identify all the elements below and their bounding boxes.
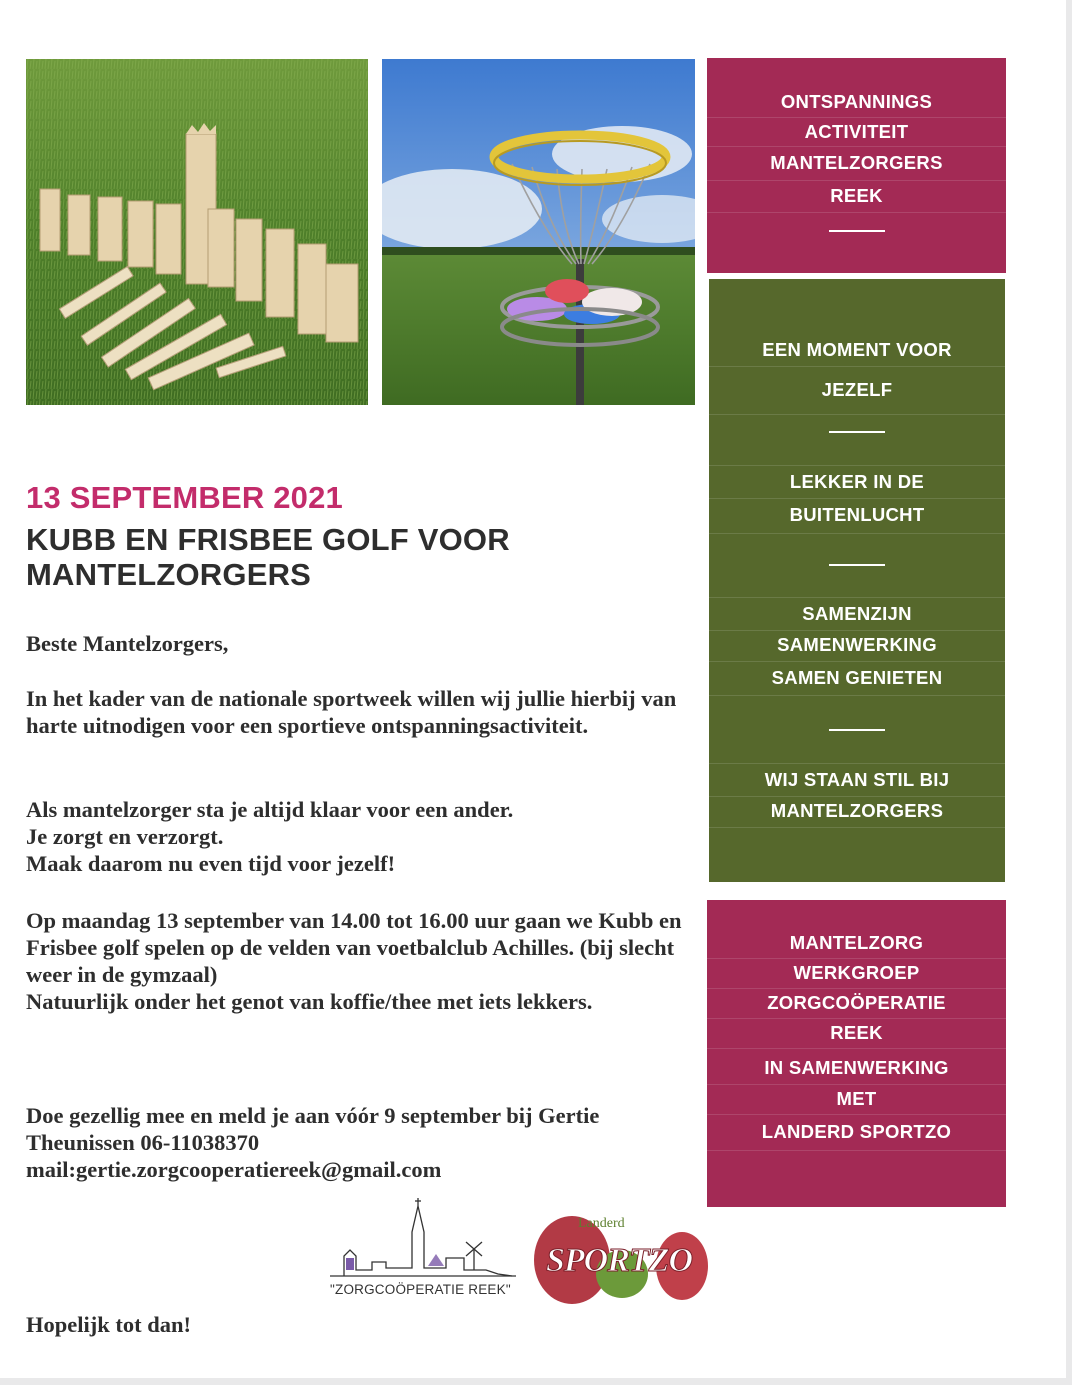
organizer-line: LANDERD SPORTZO <box>707 1114 1006 1151</box>
activity-line: REEK <box>707 180 1006 213</box>
event-title: KUBB EN FRISBEE GOLF VOOR MANTELZORGERS <box>26 522 510 592</box>
divider <box>829 729 885 731</box>
signup-paragraph: Doe gezellig mee en meld je aan vóór 9 september bij Gertie Theunissen 06-11038370 mail:gertie.zorgcooperatiereek@gmail.com <box>26 1103 600 1182</box>
organizer-box <box>707 900 1006 1207</box>
organizer-line: REEK <box>707 1018 1006 1049</box>
organizer-line: MANTELZORG <box>707 928 1006 959</box>
highlight-line: SAMENWERKING <box>709 629 1005 662</box>
highlight-line: BUITENLUCHT <box>709 497 1005 534</box>
highlight-line: WIJ STAAN STIL BIJ <box>709 763 1005 797</box>
intro-paragraph: In het kader van de nationale sportweek willen wij jullie hierbij van harte uitnodigen voor een sportieve ontspanningsactiviteit. <box>26 686 677 738</box>
zorgcooperatie-caption: "ZORGCOÖPERATIE REEK" <box>330 1282 511 1297</box>
divider <box>829 230 885 232</box>
divider <box>829 564 885 566</box>
highlight-line: LEKKER IN DE <box>709 465 1005 499</box>
activity-box <box>707 58 1006 273</box>
activity-line: ONTSPANNINGS <box>707 86 1006 118</box>
sportzo-wordmark: SPORTZO <box>546 1242 692 1279</box>
greeting: Beste Mantelzorgers, <box>26 631 229 656</box>
highlights-box <box>709 279 1005 882</box>
highlight-line: SAMENZIJN <box>709 597 1005 631</box>
highlight-line: MANTELZORGERS <box>709 795 1005 828</box>
zorgcooperatie-logo <box>326 1192 521 1302</box>
frisbee-golf-photo <box>382 59 695 405</box>
organizer-line: IN SAMENWERKING <box>707 1052 1006 1085</box>
organizer-line: MET <box>707 1084 1006 1115</box>
caregiver-paragraph: Als mantelzorger sta je altijd klaar voor een ander. Je zorgt en verzorgt. Maak daarom nu even tijd voor jezelf! <box>26 797 514 876</box>
event-date: 13 SEPTEMBER 2021 <box>26 480 343 515</box>
closing-text: Hopelijk tot dan! <box>26 1312 192 1337</box>
activity-line: MANTELZORGERS <box>707 146 1006 181</box>
highlight-line: SAMEN GENIETEN <box>709 661 1005 696</box>
organizer-line: ZORGCOÖPERATIE <box>707 988 1006 1019</box>
kubb-photo <box>26 59 368 405</box>
landerd-label: Landerd <box>578 1216 625 1231</box>
organizer-line: WERKGROEP <box>707 958 1006 989</box>
highlight-line: EEN MOMENT VOOR <box>709 334 1005 367</box>
highlight-line: JEZELF <box>709 366 1005 415</box>
landerd-sportzo-logo <box>532 1208 712 1308</box>
details-paragraph: Op maandag 13 september van 14.00 tot 16.00 uur gaan we Kubb en Frisbee golf spelen op de velden van voetbalclub Achilles. (bij slecht weer in de gymzaal) Natuurlijk onder het genot van koffie/thee met iets lekkers. <box>26 908 682 1014</box>
divider <box>829 431 885 433</box>
activity-line: ACTIVITEIT <box>707 117 1006 147</box>
